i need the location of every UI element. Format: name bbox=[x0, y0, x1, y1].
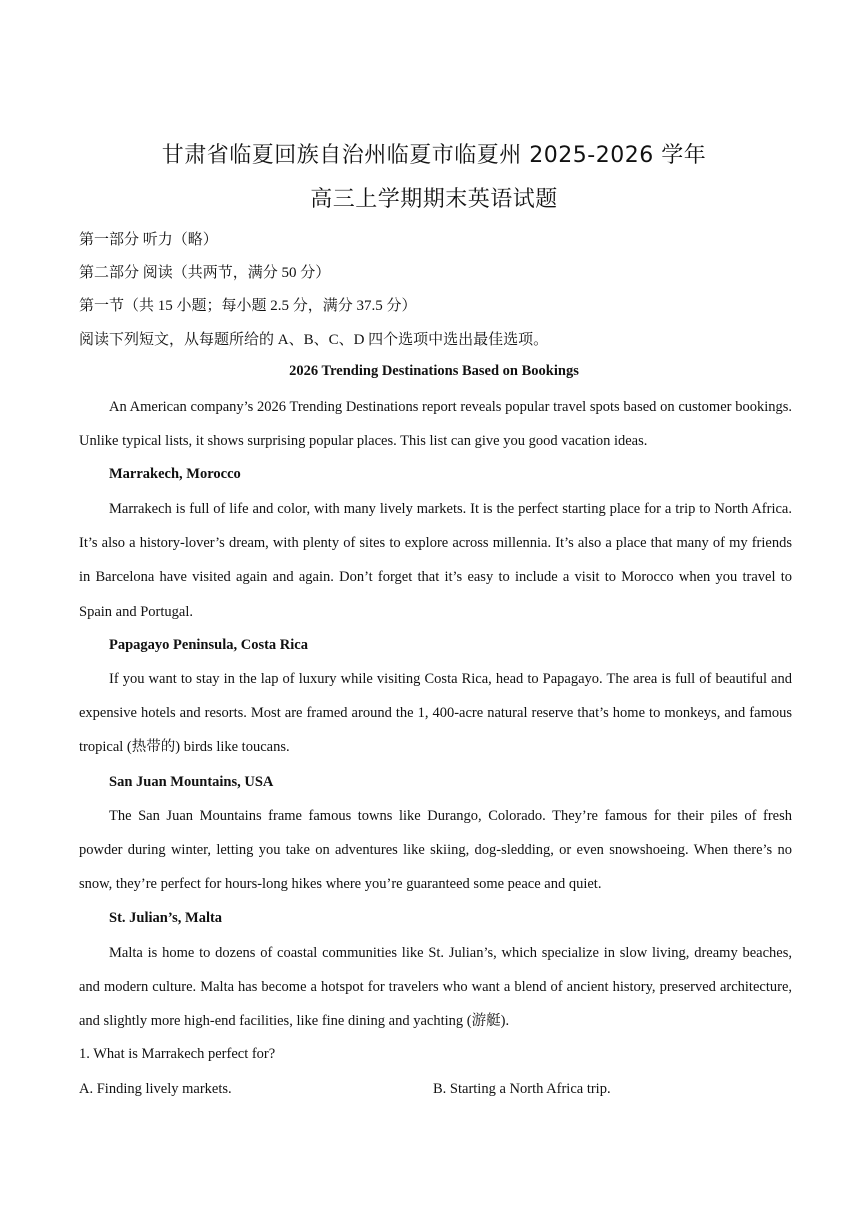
section-body-marrakech: Marrakech is full of life and color, with many lively markets. It is the perfect starting place for a trip to North Africa. It’s also a history-lover’s dream, with plenty of sites to explore across millennia. It’s also a place that many of my friends in Barcelona have visited again and again. Don’t forget that it’s easy to include a visit to Morocco when you travel to Spain and Portugal. bbox=[79, 501, 792, 620]
article-intro: An American company’s 2026 Trending Destinations report reveals popular travel spots based on customer bookings. Unlike typical lists, it shows surprising popular places. This list can give you good vacation ideas. bbox=[79, 399, 792, 450]
exam-title-line-2: 高三上学期期末英语试题 bbox=[310, 187, 558, 212]
article-title: 2026 Trending Destinations Based on Bookings bbox=[289, 363, 579, 379]
question-1-stem: 1. What is Marrakech perfect for? bbox=[79, 1046, 276, 1062]
section-heading-marrakech: Marrakech, Morocco bbox=[109, 466, 241, 482]
section-heading-malta: St. Julian’s, Malta bbox=[109, 910, 223, 926]
instruction-text: 阅读下列短文，从每题所给的 A、B、C、D 四个选项中选出最佳选项。 bbox=[79, 332, 549, 348]
section-body-san-juan: The San Juan Mountains frame famous towns like Durango, Colorado. They’re famous for their piles of fresh powder during winter, letting you take on adventures like skiing, dog-sledding, or even snowshoeing. When there’s no snow, they’re perfect for hours-long hikes where you’re guaranteed some peace and quiet. bbox=[79, 808, 792, 893]
section-heading-papagayo: Papagayo Peninsula, Costa Rica bbox=[109, 637, 308, 653]
exam-title-line-1: 甘肃省临夏回族自治州临夏市临夏州 2025-2026 学年 bbox=[161, 143, 707, 168]
part1-label: 第一部分 听力（略） bbox=[79, 232, 218, 248]
section-body-malta: Malta is home to dozens of coastal communities like St. Julian’s, which specialize in slow living, dreamy beaches, and modern culture. Malta has become a hotspot for travelers who want a blend of ancient history, preserved architecture, and slightly more high-end facilities, like fine dining and yachting (游艇). bbox=[79, 945, 792, 1030]
section1-label: 第一节（共 15 小题；每小题 2.5 分，满分 37.5 分） bbox=[79, 298, 417, 314]
part2-label: 第二部分 阅读（共两节，满分 50 分） bbox=[79, 265, 331, 281]
question-1-option-a: A. Finding lively markets. bbox=[79, 1081, 232, 1097]
question-1-option-b: B. Starting a North Africa trip. bbox=[433, 1081, 611, 1097]
section-heading-san-juan: San Juan Mountains, USA bbox=[109, 774, 274, 790]
section-body-papagayo: If you want to stay in the lap of luxury while visiting Costa Rica, head to Papagayo. The area is full of beautiful and expensive hotels and resorts. Most are framed around the 1, 400-acre natural reserve that’s home to monkeys, and famous tropical (热带的) birds like toucans. bbox=[79, 671, 792, 756]
